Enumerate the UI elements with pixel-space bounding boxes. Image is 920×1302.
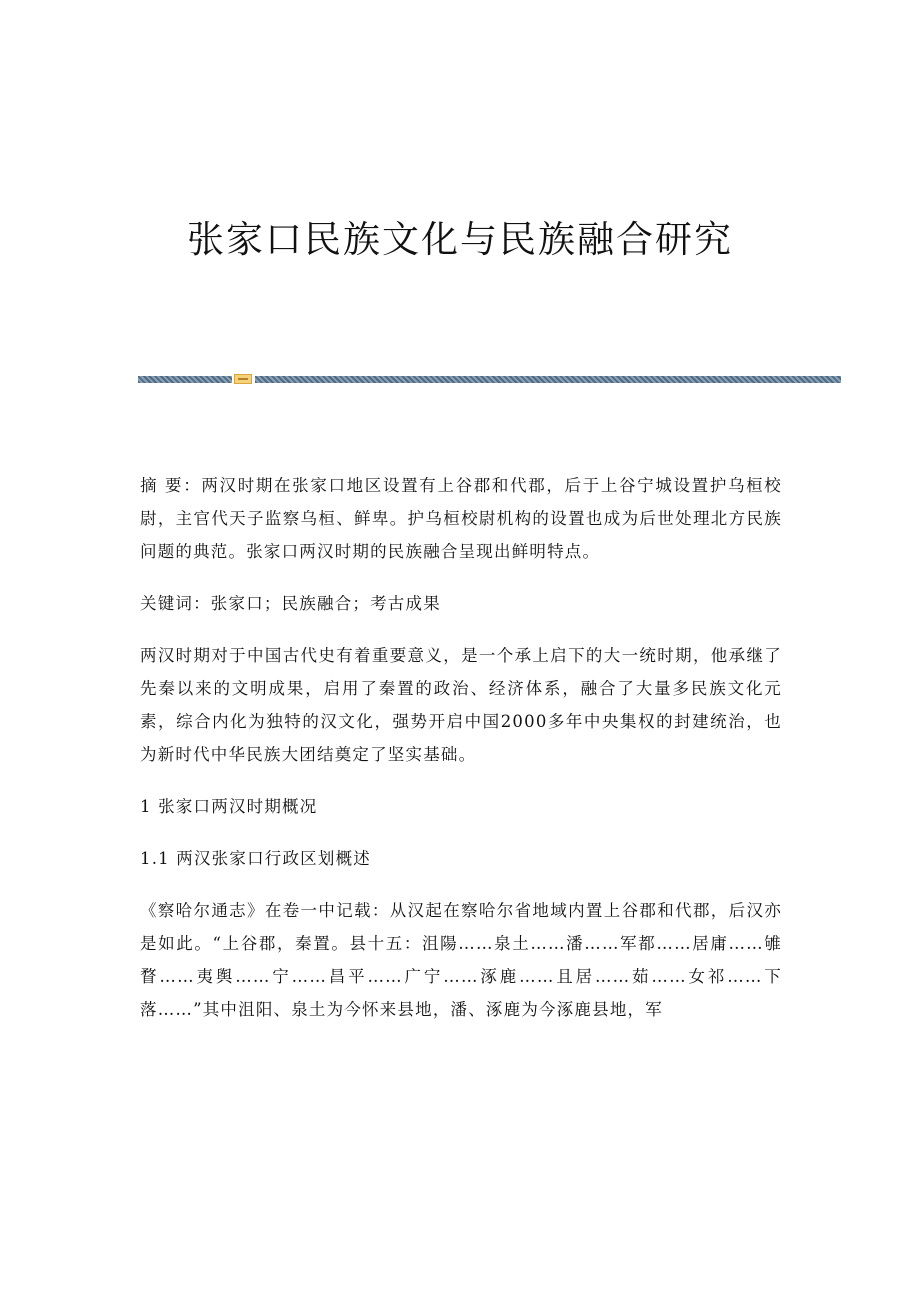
intro-paragraph: 两汉时期对于中国古代史有着重要意义，是一个承上启下的大一统时期，他承继了先秦以来的文明成果，启用了秦置的政治、经济体系，融合了大量多民族文化元素，综合内化为独特的汉文化，强势开启中国2000多年中央集权的封建统治，也为新时代中华民族大团结奠定了坚实基础。: [140, 646, 782, 764]
body-paragraph-1: 《察哈尔通志》在卷一中记载：从汉起在察哈尔省地域内置上谷郡和代郡，后汉亦是如此。“上谷郡，秦置。县十五：沮陽……泉土……潘……军都……居庸……雊瞀……夷舆……宁……昌平……广宁……涿鹿……且居……茹……女祁……下落……”其中沮阳、泉土为今怀来县地，潘、涿鹿为今涿鹿县地，军: [140, 901, 782, 1019]
keywords-paragraph: 关键词：张家口；民族融合；考古成果: [140, 594, 441, 613]
document-body: [140, 469, 782, 1045]
section-heading-1-1: 1.1 两汉张家口行政区划概述: [140, 849, 371, 868]
section-heading-1: 1 张家口两汉时期概况: [140, 797, 318, 816]
title-divider: [138, 374, 841, 384]
divider-bar-left: [138, 376, 232, 383]
divider-emblem-icon: [234, 374, 252, 384]
divider-bar-right: [255, 376, 841, 383]
abstract-paragraph: 摘 要：两汉时期在张家口地区设置有上谷郡和代郡，后于上谷宁城设置护乌桓校尉，主官代天子监察乌桓、鲜卑。护乌桓校尉机构的设置也成为后世处理北方民族问题的典范。张家口两汉时期的民族融合呈现出鲜明特点。: [140, 476, 782, 561]
document-title: 张家口民族文化与民族融合研究: [187, 218, 733, 261]
